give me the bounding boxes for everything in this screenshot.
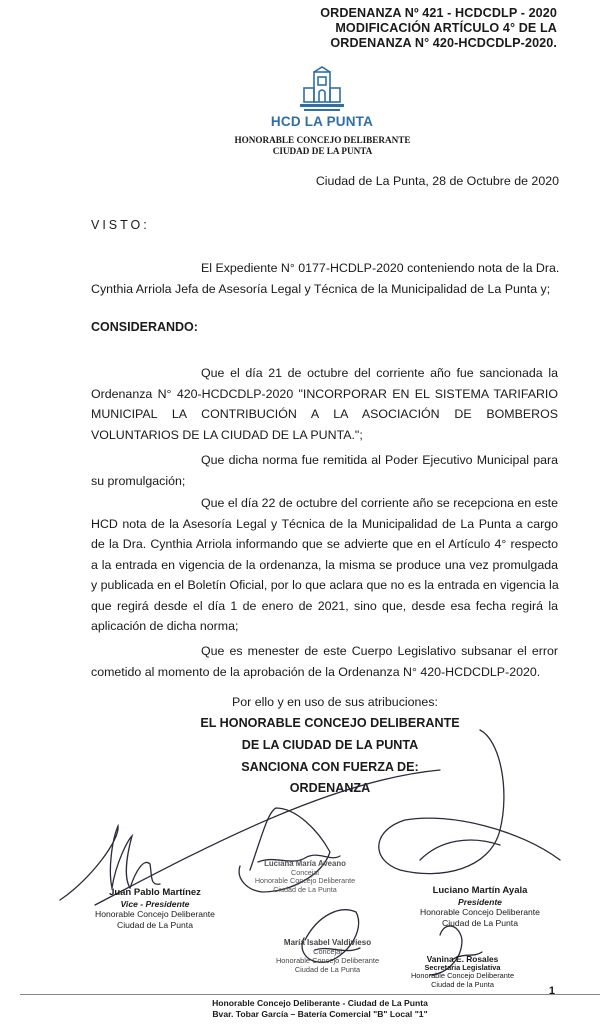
visto-paragraph: El Expediente N° 0177-HCDLP-2020 conteniendo nota de la Dra. Cynthia Arriola Jefa de Asesoría Legal y Técnica de la Municipalidad de La Punta y;: [91, 261, 560, 296]
ordinance-subject-line1: MODIFICACIÓN ARTÍCULO 4° DE LA: [335, 21, 557, 35]
visto-title: VISTO:: [91, 218, 150, 232]
considerando-paragraph-1: Que el día 21 de octubre del corriente año fue sancionada la Ordenanza N° 420-HCDCDLP-2020 "INCORPORAR EN EL SISTEMA TARIFARIO MUNICIPAL LA CONTRIBUCIÓN A LA ASOCIACIÓN DE BOMBEROS VOLUNTARIOS DE LA CIUDAD DE LA PUNTA.";: [91, 366, 558, 442]
footer-line-1: Honorable Concejo Deliberante - Ciudad de La Punta: [212, 998, 428, 1008]
sanction-line-2: DE LA CIUDAD DE LA PUNTA: [241, 738, 419, 752]
considerando-paragraph-3: Que el día 22 de octubre del corriente año se recepciona en este HCD nota de la Asesoría Legal y Técnica de la Municipalidad de La Punta a cargo de la Dra. Cynthia Arriola informando que se advierte que en el Artículo 4° respecto a la entrada en vigencia de la ordenanza, la misma se produce una vez promulgada y publicada en el Boletín Oficial, por lo que aclara que no es la entrada en vigencia la que regirá desde el día 1 de enero de 2021, sino que, desde esa fecha regirá la aplicación de dicha norma;: [91, 496, 559, 633]
signatory-councilor-valdivieso: María Isabel Valdivieso Concejal Honorable Concejo Deliberante Ciudad de La Punta: [275, 938, 380, 974]
ordinance-number: ORDENANZA Nº 421 - HCDCDLP - 2020: [320, 6, 557, 20]
document-date: Ciudad de La Punta, 28 de Octubre de 2020: [315, 174, 559, 188]
considerando-paragraph-2: Que dicha norma fue remitida al Poder Ejecutivo Municipal para su promulgación;: [91, 453, 558, 488]
sanction-line-3: SANCIONA CON FUERZA DE:: [241, 760, 419, 774]
sanction-line-1: EL HONORABLE CONCEJO DELIBERANTE: [200, 716, 460, 730]
ordinance-subject-line2: ORDENANZA N° 420-HCDCDLP-2020.: [330, 36, 557, 50]
considerando-paragraph-4: Que es menester de este Cuerpo Legislativo subsanar el error cometido al momento de la aprobación de la Ordenanza N° 420-HCDCDLP-2020.: [91, 644, 558, 679]
considerando-title: CONSIDERANDO:: [91, 320, 198, 334]
signatory-councilor-aveano: Luciana María Aveano Concejal Honorable Concejo Deliberante Ciudad de La Punta: [254, 859, 356, 894]
closing-intro: Por ello y en uso de sus atribuciones:: [232, 695, 438, 709]
footer-line-2: Bvar. Tobar García – Batería Comercial "B" Local "1": [212, 1009, 428, 1019]
signatory-vicepresident: Juan Pablo Martínez Vice - Presidente Honorable Concejo Deliberante Ciudad de La Punta: [95, 887, 215, 930]
footer-divider: [20, 994, 600, 995]
footer: [190, 998, 450, 1020]
ordinance-header: [227, 6, 557, 51]
signatory-secretary: Vanina E. Rosales Secretaria Legislativa Honorable Concejo Deliberante Ciudad de la Punta: [410, 954, 515, 989]
sanction-line-4: ORDENANZA: [289, 781, 371, 795]
signatory-president: Luciano Martín Ayala Presidente Honorable Concejo Deliberante Ciudad de La Punta: [420, 885, 540, 928]
institution-name: HONORABLE CONCEJO DELIBERANTE CIUDAD DE LA PUNTA: [234, 135, 411, 156]
logo-text: HCD LA PUNTA: [270, 114, 374, 129]
page-number: 1: [548, 985, 555, 997]
hcd-logo-icon: [300, 66, 344, 114]
